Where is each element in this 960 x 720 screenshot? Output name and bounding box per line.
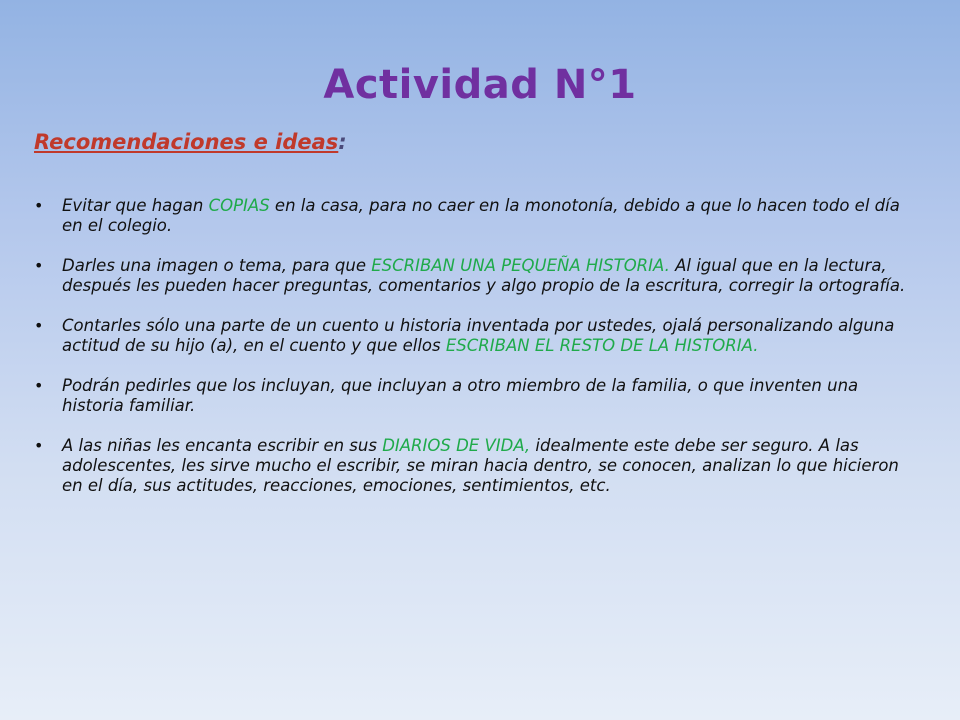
bullet-highlight: DIARIOS DE VIDA, [382,436,531,455]
bullet-list [34,196,914,516]
bullet-text: Evitar que hagan [62,196,209,215]
bullet-text: Contarles sólo una parte de un cuento u historia inventada por ustedes, ojalá personalizando alguna actitud de su hijo (a), en el cuento y que ellos [62,316,895,355]
bullet-icon: • [34,436,44,455]
bullet-item [34,316,914,356]
bullet-icon: • [34,376,44,395]
bullet-text: Darles una imagen o tema, para que [62,256,372,275]
bullet-item [34,196,914,236]
bullet-item [34,376,914,416]
slide-title: Actividad N°1 [323,62,637,108]
bullet-text: Podrán pedirles que los incluyan, que incluyan a otro miembro de la familia, o que inventen una historia familiar. [62,376,859,415]
bullet-text: en la casa, para no caer en la monotonía, debido a que lo hacen todo el día en el colegio. [62,196,900,235]
bullet-icon: • [34,196,44,215]
bullet-highlight: ESCRIBAN EL RESTO DE LA HISTORIA. [445,336,759,355]
bullet-highlight: COPIAS [208,196,270,215]
slide-subtitle [34,130,347,154]
bullet-text: Al igual que en la lectura, después les pueden hacer preguntas, comentarios y algo propio de la escritura, corregir la ortografía. [62,256,906,295]
bullet-text: idealmente este debe ser seguro. A las adolescentes, les sirve mucho el escribir, se miran hacia dentro, se conocen, analizan lo que hicieron en el día, sus actitudes, reacciones, emociones, sentimientos, etc. [62,436,899,495]
bullet-item [34,256,914,296]
bullet-icon: • [34,316,44,335]
subtitle-text: Recomendaciones e ideas [34,130,339,154]
bullet-item [34,436,914,496]
bullet-text: A las niñas les encanta escribir en sus [62,436,383,455]
bullet-icon: • [34,256,44,275]
bullet-highlight: ESCRIBAN UNA PEQUEÑA HISTORIA. [371,256,670,275]
subtitle-colon: : [338,130,347,154]
